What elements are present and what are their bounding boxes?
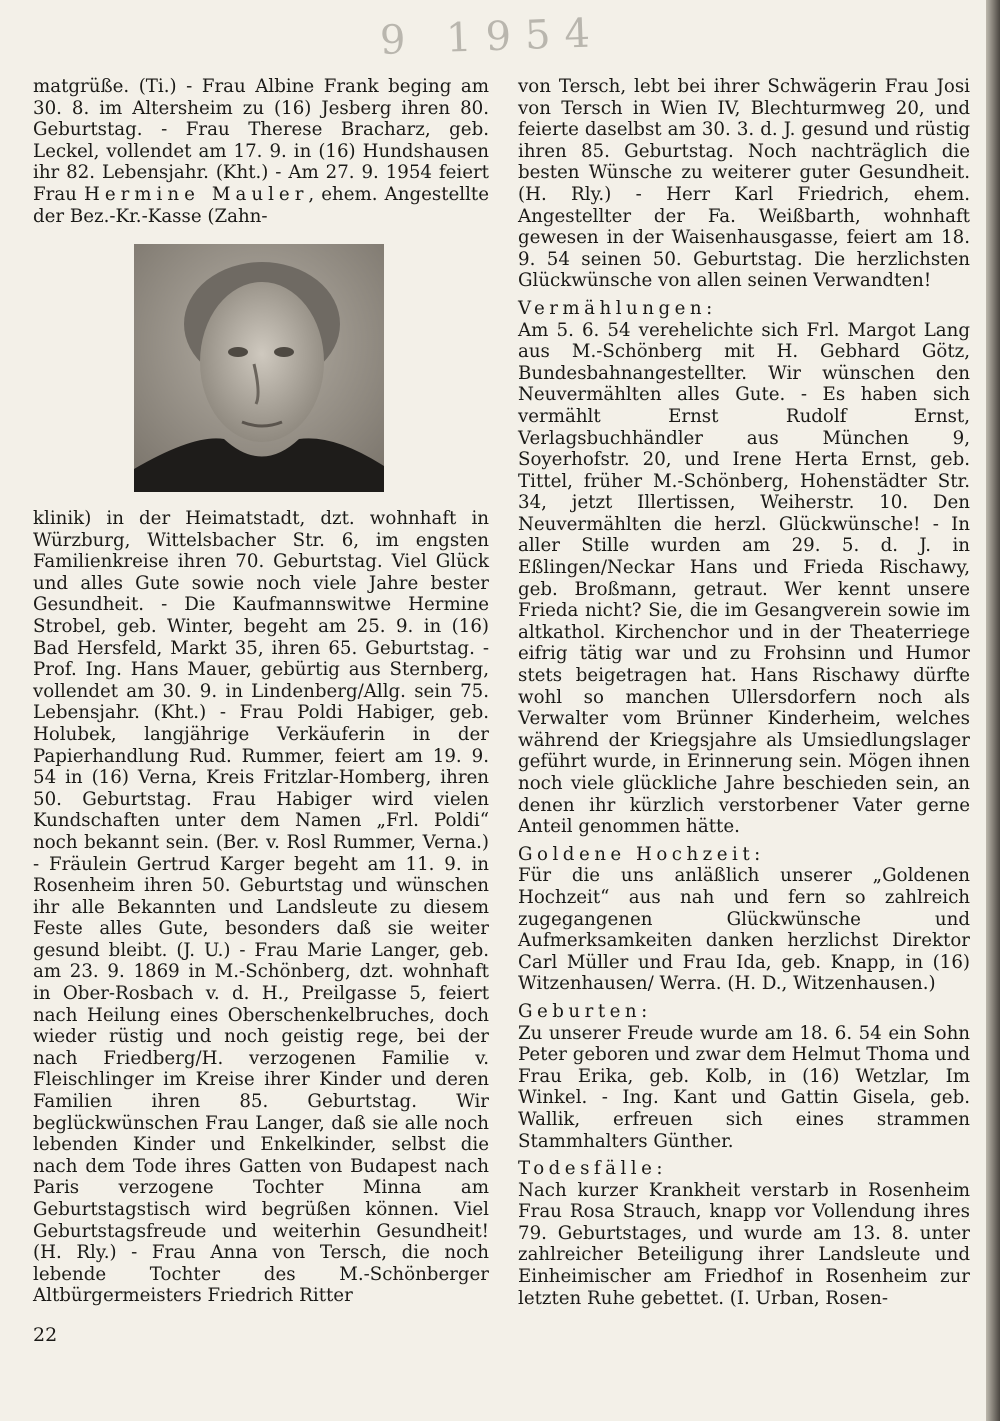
- book-spine-shadow: [986, 0, 1000, 1421]
- column-left-bottom: [33, 508, 489, 1307]
- section-heading-goldene-hochzeit: Goldene Hochzeit:: [518, 843, 765, 865]
- section-body-todesfaelle: Nach kurzer Krankheit verstarb in Rosenheim Frau Rosa Strauch, knapp vor Vollendung ihres 79. Geburtstages, und wurde am 13. 8. unter zahlreicher Beteiligung ihrer Landsleute und Einheimischer am Friedhof in Rosenheim zur letzten Ruhe gebettet. (I. Urban, Rosen-: [518, 1179, 970, 1309]
- column-right: [518, 76, 970, 1309]
- section-heading-todesfaelle: Todesfälle:: [518, 1158, 668, 1180]
- paragraph-birthdays-part3: von Tersch, lebt bei ihrer Schwägerin Frau Josi von Tersch in Wien IV, Blechturmweg 20, und feierte daselbst am 30. 3. d. J. gesund und rüstig ihren 85. Geburtstag. Noch nachträglich die besten Wünsche zu weiterer guter Gesundheit. (H. Rly.) - Herr Karl Friedrich, ehem. Angestellter der Fa. Weißbarth, wohnhaft gewesen in der Waisenhausgasse, feiert am 18. 9. 54 seinen 50. Geburtstag. Die herzlichsten Glückwünsche von allen seinen Verwandten!: [518, 76, 970, 292]
- highlighted-name: Hermine Mauler: [83, 183, 309, 205]
- section-heading-geburten: Geburten:: [518, 1000, 652, 1022]
- page-number: 22: [33, 1324, 58, 1346]
- column-left-top: [33, 76, 489, 227]
- paragraph-birthdays-part1: [33, 76, 489, 227]
- text-run: , ehem. Angestellte der Bez.-Kr.-Kasse (Zahn-: [33, 183, 489, 227]
- paragraph-birthdays-part2: klinik) in der Heimatstadt, dzt. wohnhaft in Würzburg, Wittelsbacher Str. 6, im engsten Familienkreise ihren 70. Geburtstag. Viel Glück und alles Gute sowie noch viele Jahre bester Gesundheit. - Die Kaufmannswitwe Hermine Strobel, geb. Winter, begeht am 25. 9. in (16) Bad Hersfeld, Markt 35, ihren 65. Geburtstag. - Prof. Ing. Hans Mauer, gebürtig aus Sternberg, vollendet am 30. 9. in Lindenberg/Allg. sein 75. Lebensjahr. (Kht.) - Frau Poldi Habiger, geb. Holubek, langjährige Verkäuferin in der Papierhandlung Rud. Rummer, feiert am 19. 9. 54 in (16) Verna, Kreis Fritzlar-Homberg, ihren 50. Geburtstag. Frau Habiger wird vielen Kundschaften unter dem Namen „Frl. Poldi“ noch bekannt sein. (Ber. v. Rosl Rummer, Verna.) - Fräulein Gertrud Karger begeht am 11. 9. in Rosenheim ihren 50. Geburtstag und wünschen ihr alle Bekannten und Landsleute zu diesem Feste alles Gute, besonders daß sie weiter gesund bleibt. (J. U.) - Frau Marie Langer, geb. am 23. 9. 1869 in M.-Schönberg, dzt. wohnhaft in Ober-Rosbach v. d. H., Preilgasse 5, feiert nach Heilung eines Oberschenkelbruches, doch wieder rüstig und noch geistig rege, bei der nach Friedberg/H. verzogenen Familie v. Fleischlinger im Kreise ihrer Kinder und deren Familien ihren 85. Geburtstag. Wir beglückwünschen Frau Langer, daß sie alle noch lebenden Kinder und Enkelkinder, selbst die nach dem Tode ihres Gatten von Budapest nach Paris verzogene Tochter Minna am Geburtstagstisch wird begrüßen können. Viel Geburtstagsfreude und weiterhin Gesundheit! (H. Rly.) - Frau Anna von Tersch, die noch lebende Tochter des M.-Schönberger Altbürgermeisters Friedrich Ritter: [33, 508, 489, 1307]
- text-run: matgrüße. (Ti.) - Frau Albine Frank beging am 30. 8. im Altersheim zu (16) Jesberg ihren 80. Geburtstag. - Frau Therese Bracharz, geb. Leckel, vollendet am 17. 9. in (16) Hundshausen ihr 82. Lebensjahr. (Kht.) - Am 27. 9. 1954 feiert Frau: [33, 76, 489, 205]
- section-body-vermaehlungen: Am 5. 6. 54 verehelichte sich Frl. Margot Lang aus M.-Schönberg mit H. Gebhard Götz, Bundesbahnangestellter. Wir wünschen den Neuvermählten alles Gute. - Es haben sich vermählt Ernst Rudolf Ernst, Verlagsbuchhändler aus München 9, Soyerhofstr. 20, und Irene Herta Ernst, geb. Tittel, früher M.-Schönberg, Hohenstädter Str. 34, jetzt Illertissen, Weiherstr. 10. Den Neuvermählten die herzl. Glückwünsche! - In aller Stille wurden am 29. 5. d. J. in Eßlingen/Neckar Hans und Frieda Rischawy, geb. Broßmann, getraut. Wer kennt unsere Frieda nicht? Sie, die im Gesangverein sowie im altkathol. Kirchenchor und in der Theaterriege eifrig tätig war und zu Frohsinn und Humor stets beigetragen hat. Hans Rischawy dürfte wohl so manchen Ullersdorfern noch als Verwalter vom Brünner Kinderheim, welches während der Kriegsjahre als Umsiedlungslager geführt wurde, in Erinnerung sein. Mögen ihnen noch viele glückliche Jahre beschieden sein, an denen ihr kürzlich verstorbener Vater gerne Anteil genommen hätte.: [518, 319, 970, 838]
- portrait-photo: [134, 244, 384, 492]
- archive-stamp: 9 1954: [379, 10, 605, 64]
- section-heading-vermaehlungen: Vermählungen:: [518, 297, 717, 319]
- section-body-goldene-hochzeit: Für die uns anläßlich unserer „Goldenen Hochzeit“ aus nah und fern so zahlreich zugegangenen Glückwünsche und Aufmerksamkeiten danken herzlichst Direktor Carl Müller und Frau Ida, geb. Knapp, in (16) Witzenhausen/ Werra. (H. D., Witzenhausen.): [518, 865, 970, 995]
- section-body-geburten: Zu unserer Freude wurde am 18. 6. 54 ein Sohn Peter geboren und zwar dem Helmut Thoma und Frau Erika, geb. Kolb, in (16) Wetzlar, Im Winkel. - Ing. Kant und Gattin Gisela, geb. Wallik, erfreuen sich eines strammen Stammhalters Günther.: [518, 1022, 970, 1152]
- portrait-image: [134, 244, 384, 492]
